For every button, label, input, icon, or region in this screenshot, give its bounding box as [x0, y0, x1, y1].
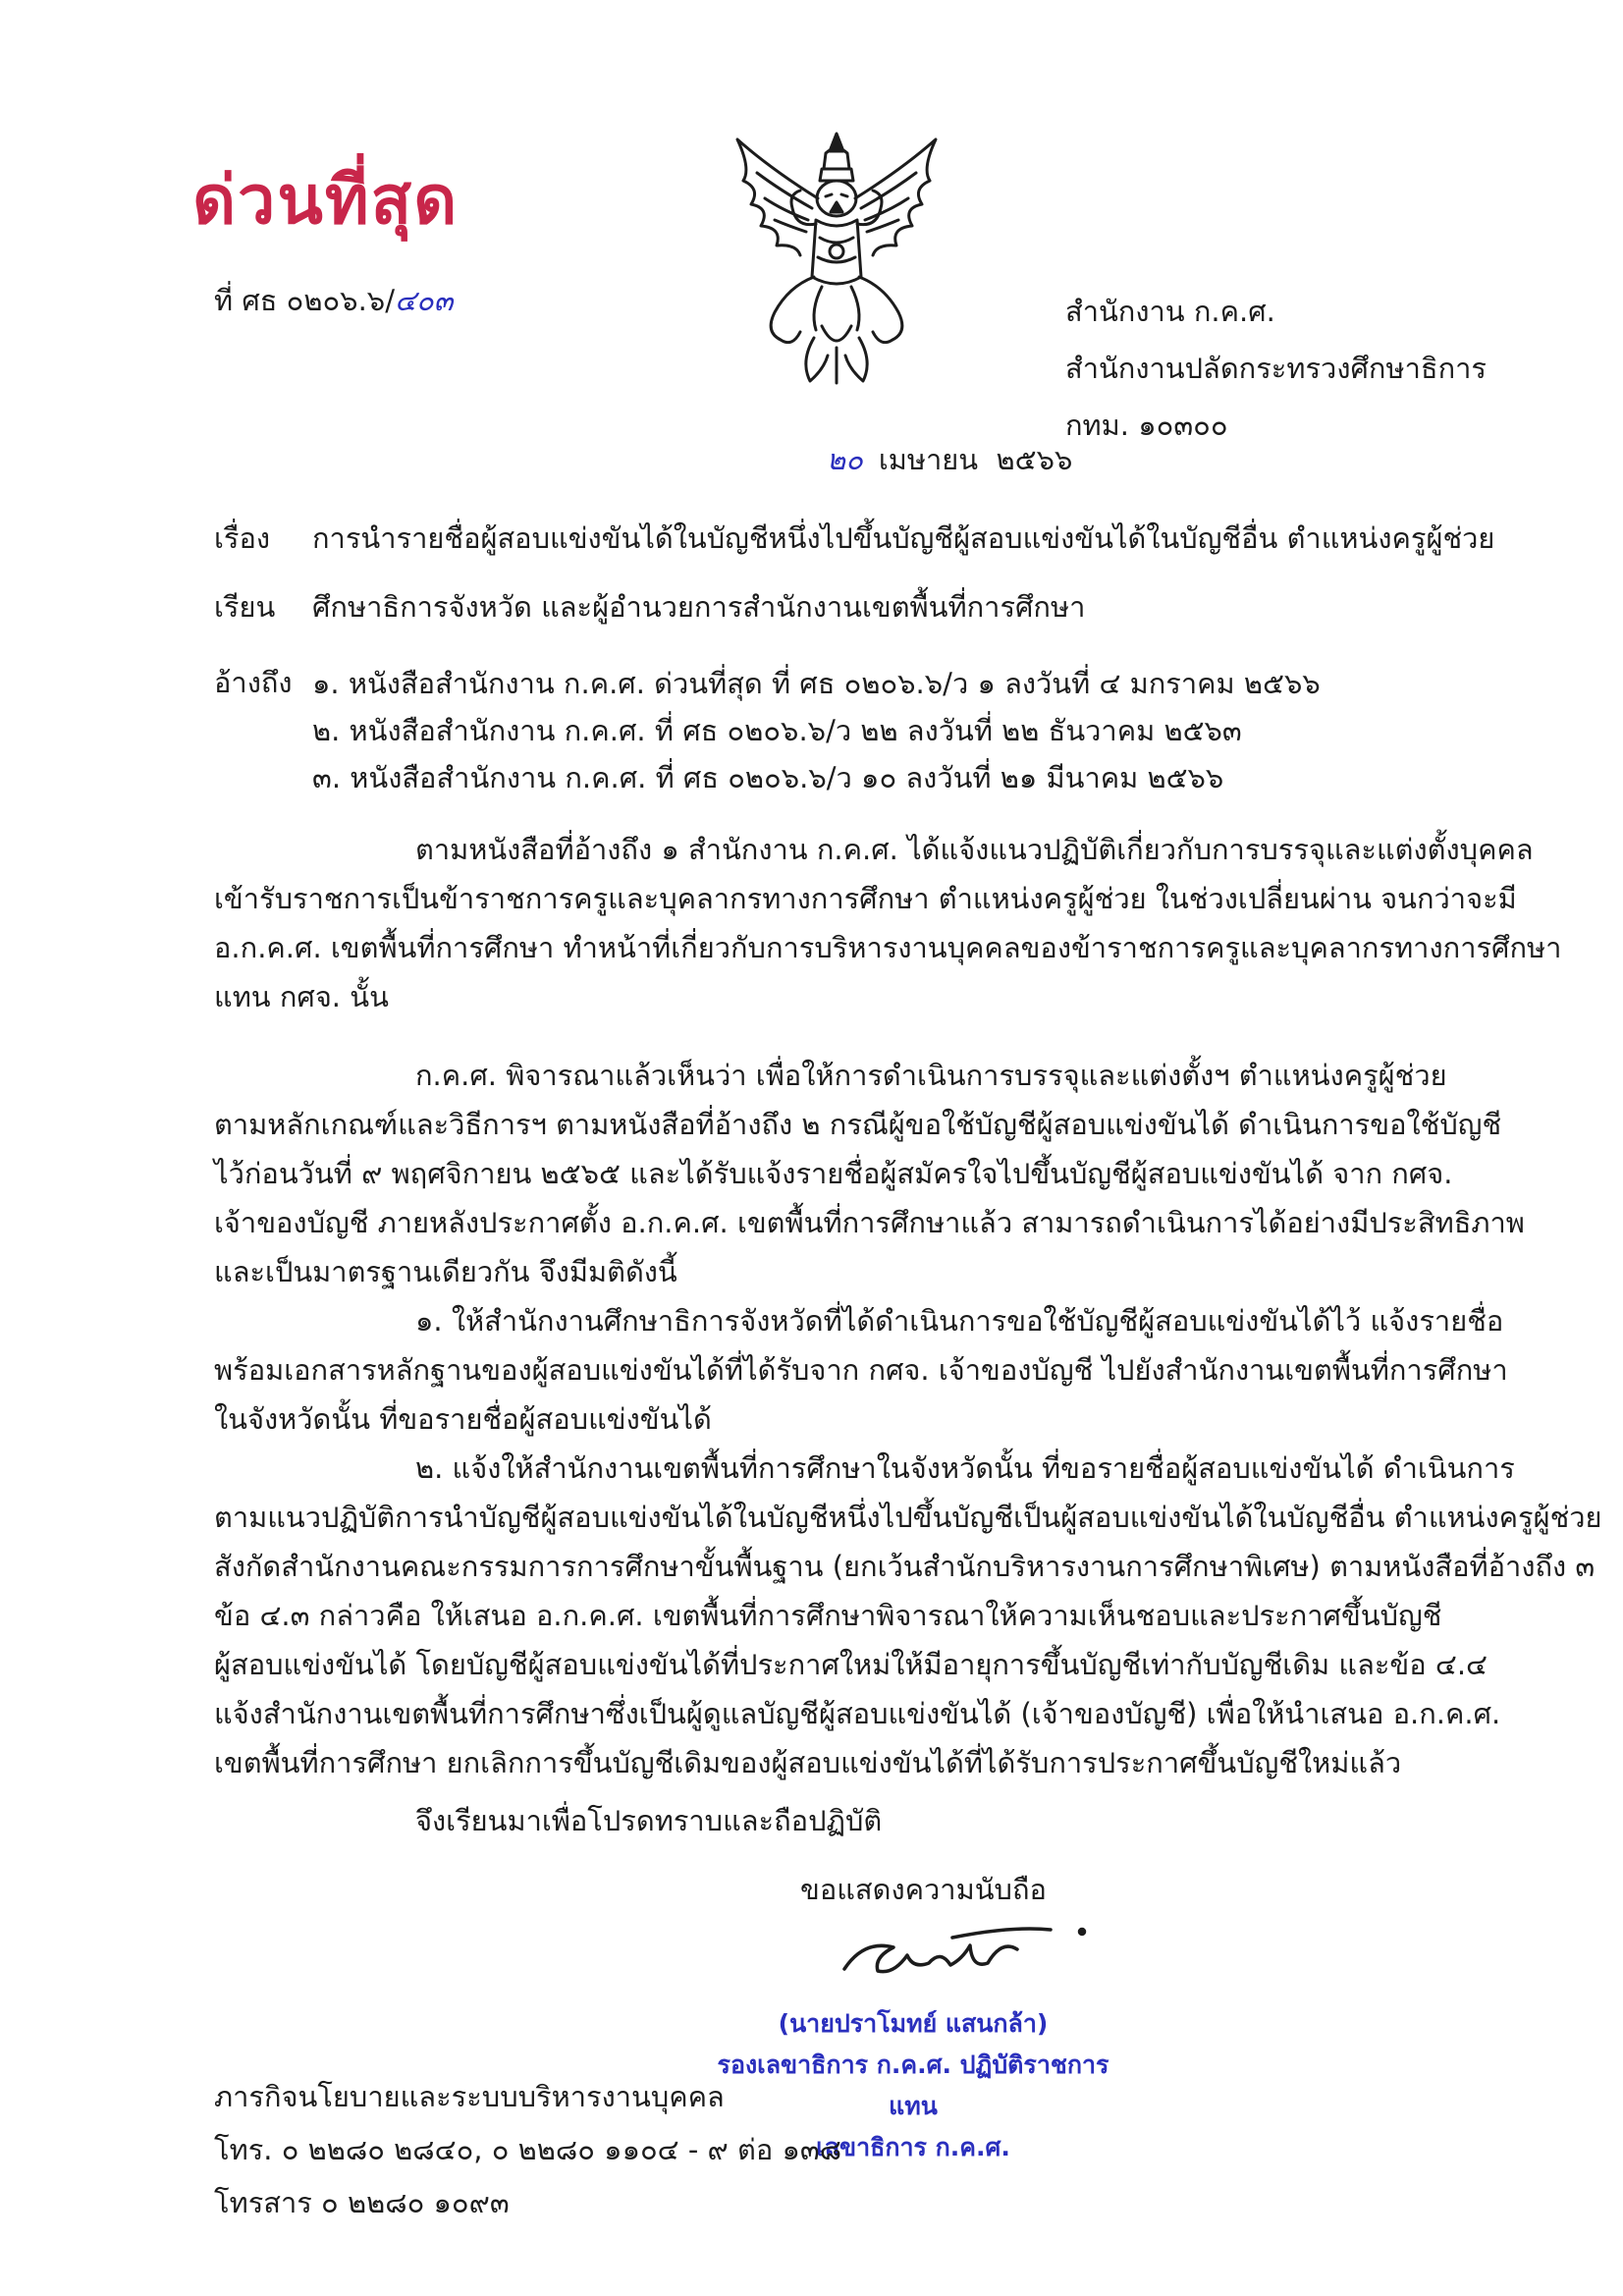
signer-position: รองเลขาธิการ ก.ค.ศ. ปฏิบัติราชการแทน	[717, 2050, 1109, 2120]
addressee-label: เรียน	[214, 590, 276, 624]
footer-phone: โทร. ๐ ๒๒๘๐ ๒๘๔๐, ๐ ๒๒๘๐ ๑๑๐๔ - ๙ ต่อ ๑๓๘	[214, 2133, 842, 2166]
signature-icon	[835, 1920, 1100, 1989]
body-line: แจ้งสำนักงานเขตพื้นที่การศึกษาซึ่งเป็นผู้ดูแลบัญชีผู้สอบแข่งขันได้ (เจ้าของบัญชี) เพื่อให้นำเสนอ อ.ก.ค.ศ.	[214, 1697, 1501, 1730]
footer-fax: โทรสาร ๐ ๒๒๘๐ ๑๐๙๓	[214, 2186, 510, 2219]
body-line: ๒. แจ้งให้สำนักงานเขตพื้นที่การศึกษาในจังหวัดนั้น ที่ขอรายชื่อผู้สอบแข่งขันได้ ดำเนินการ	[415, 1451, 1515, 1485]
subject-label: เรื่อง	[214, 521, 271, 555]
references-label: อ้างถึง	[214, 666, 293, 699]
signer-name: (นายปราโมทย์ แสนกล้า)	[778, 2009, 1049, 2038]
respect-line: ขอแสดงความนับถือ	[800, 1873, 1047, 1906]
body-line: ตามแนวปฏิบัติการนำบัญชีผู้สอบแข่งขันได้ในบัญชีหนึ่งไปขึ้นบัญชีเป็นผู้สอบแข่งขันได้ในบัญชีอื่น ตำแหน่งครูผู้ช่วย	[214, 1501, 1602, 1534]
reference-item: ๓. หนังสือสำนักงาน ก.ค.ศ. ที่ ศธ ๐๒๐๖.๖/ว ๑๐ ลงวันที่ ๒๑ มีนาคม ๒๕๖๖	[312, 761, 1224, 794]
body-line: แทน กศจ. นั้น	[214, 980, 389, 1013]
body-line: ตามหลักเกณฑ์และวิธีการฯ ตามหนังสือที่อ้างถึง ๒ กรณีผู้ขอใช้บัญชีผู้สอบแข่งขันได้ ดำเนินการขอใช้บัญชี	[214, 1108, 1502, 1141]
letter-body	[214, 825, 1602, 1787]
date-day: ๒๐	[827, 443, 863, 476]
footer-department: ภารกิจนโยบายและระบบบริหารงานบุคคล	[214, 2080, 725, 2113]
addressee-row	[214, 590, 1086, 624]
body-line: ก.ค.ศ. พิจารณาแล้วเห็นว่า เพื่อให้การดำเนินการบรรจุและแต่งตั้งฯ ตำแหน่งครูผู้ช่วย	[415, 1059, 1447, 1092]
sender-line: สำนักงาน ก.ค.ศ.	[1065, 295, 1275, 328]
reference-item: ๒. หนังสือสำนักงาน ก.ค.ศ. ที่ ศธ ๐๒๐๖.๖/ว ๒๒ ลงวันที่ ๒๒ ธันวาคม ๒๕๖๓	[312, 714, 1242, 747]
closing-line: จึงเรียนมาเพื่อโปรดทราบและถือปฏิบัติ	[415, 1804, 883, 1837]
sender-line: สำนักงานปลัดกระทรวงศึกษาธิการ	[1065, 352, 1487, 385]
body-line: เข้ารับราชการเป็นข้าราชการครูและบุคลากรทางการศึกษา ตำแหน่งครูผู้ช่วย ในช่วงเปลี่ยนผ่าน จนกว่าจะมี	[214, 882, 1517, 915]
references-list	[312, 660, 1321, 801]
document-number-handwritten: ๔๐๓	[394, 284, 454, 317]
body-line: เจ้าของบัญชี ภายหลังประกาศตั้ง อ.ก.ค.ศ. เขตพื้นที่การศึกษาแล้ว สามารถดำเนินการได้อย่างมีประสิทธิภาพ	[214, 1206, 1525, 1239]
urgency-stamp: ด่วนที่สุด	[192, 161, 460, 240]
signer-position: เลขาธิการ ก.ค.ศ.	[816, 2133, 1010, 2161]
body-line: ผู้สอบแข่งขันได้ โดยบัญชีผู้สอบแข่งขันได้ที่ประกาศใหม่ให้มีอายุการขึ้นบัญชีเท่ากับบัญชีเดิม และข้อ ๔.๔	[214, 1648, 1488, 1681]
reference-item: ๑. หนังสือสำนักงาน ก.ค.ศ. ด่วนที่สุด ที่ ศธ ๐๒๐๖.๖/ว ๑ ลงวันที่ ๔ มกราคม ๒๕๖๖	[312, 667, 1321, 700]
body-line: พร้อมเอกสารหลักฐานของผู้สอบแข่งขันได้ที่ได้รับจาก กศจ. เจ้าของบัญชี ไปยังสำนักงานเขตพื้นที่การศึกษา	[214, 1353, 1508, 1387]
date-month-year: เมษายน ๒๕๖๖	[878, 443, 1073, 476]
body-line: อ.ก.ค.ศ. เขตพื้นที่การศึกษา ทำหน้าที่เกี่ยวกับการบริหารงานบุคคลของข้าราชการครูและบุคลากรทางการศึกษา	[214, 931, 1562, 964]
document-number	[214, 284, 454, 317]
sender-line: กทม. ๑๐๓๐๐	[1065, 409, 1228, 442]
body-line: สังกัดสำนักงานคณะกรรมการการศึกษาขั้นพื้นฐาน (ยกเว้นสำนักบริหารงานการศึกษาพิเศษ) ตามหนังสือที่อ้างถึง ๓	[214, 1550, 1596, 1583]
addressee-text: ศึกษาธิการจังหวัด และผู้อำนวยการสำนักงานเขตพื้นที่การศึกษา	[312, 590, 1086, 624]
document-date	[827, 443, 1073, 476]
document-number-prefix: ที่ ศธ ๐๒๐๖.๖/	[214, 284, 395, 317]
body-line: และเป็นมาตรฐานเดียวกัน จึงมีมติดังนี้	[214, 1255, 677, 1288]
contact-footer	[214, 2070, 841, 2229]
sender-address	[1065, 283, 1487, 454]
body-line: ในจังหวัดนั้น ที่ขอรายชื่อผู้สอบแข่งขันได้	[214, 1402, 712, 1436]
body-line: ๑. ให้สำนักงานศึกษาธิการจังหวัดที่ได้ดำเนินการขอใช้บัญชีผู้สอบแข่งขันได้ไว้ แจ้งรายชื่อ	[415, 1304, 1504, 1338]
subject-row	[214, 521, 1495, 555]
garuda-emblem-icon	[731, 130, 942, 387]
subject-text: การนำรายชื่อผู้สอบแข่งขันได้ในบัญชีหนึ่งไปขึ้นบัญชีผู้สอบแข่งขันได้ในบัญชีอื่น ตำแหน่งครูผู้ช่วย	[312, 521, 1495, 555]
body-line: ตามหนังสือที่อ้างถึง ๑ สำนักงาน ก.ค.ศ. ได้แจ้งแนวปฏิบัติเกี่ยวกับการบรรจุและแต่งตั้งบุคคล	[415, 833, 1534, 866]
body-line: เขตพื้นที่การศึกษา ยกเลิกการขึ้นบัญชีเดิมของผู้สอบแข่งขันได้ที่ได้รับการประกาศขึ้นบัญชีใหม่แล้ว	[214, 1746, 1402, 1779]
body-line: ไว้ก่อนวันที่ ๙ พฤศจิกายน ๒๕๖๕ และได้รับแจ้งรายชื่อผู้สมัครใจไปขึ้นบัญชีผู้สอบแข่งขันได้ จาก กศจ.	[214, 1157, 1453, 1190]
body-line: ข้อ ๔.๓ กล่าวคือ ให้เสนอ อ.ก.ค.ศ. เขตพื้นที่การศึกษาพิจารณาให้ความเห็นชอบและประกาศขึ้นบัญชี	[214, 1599, 1442, 1632]
